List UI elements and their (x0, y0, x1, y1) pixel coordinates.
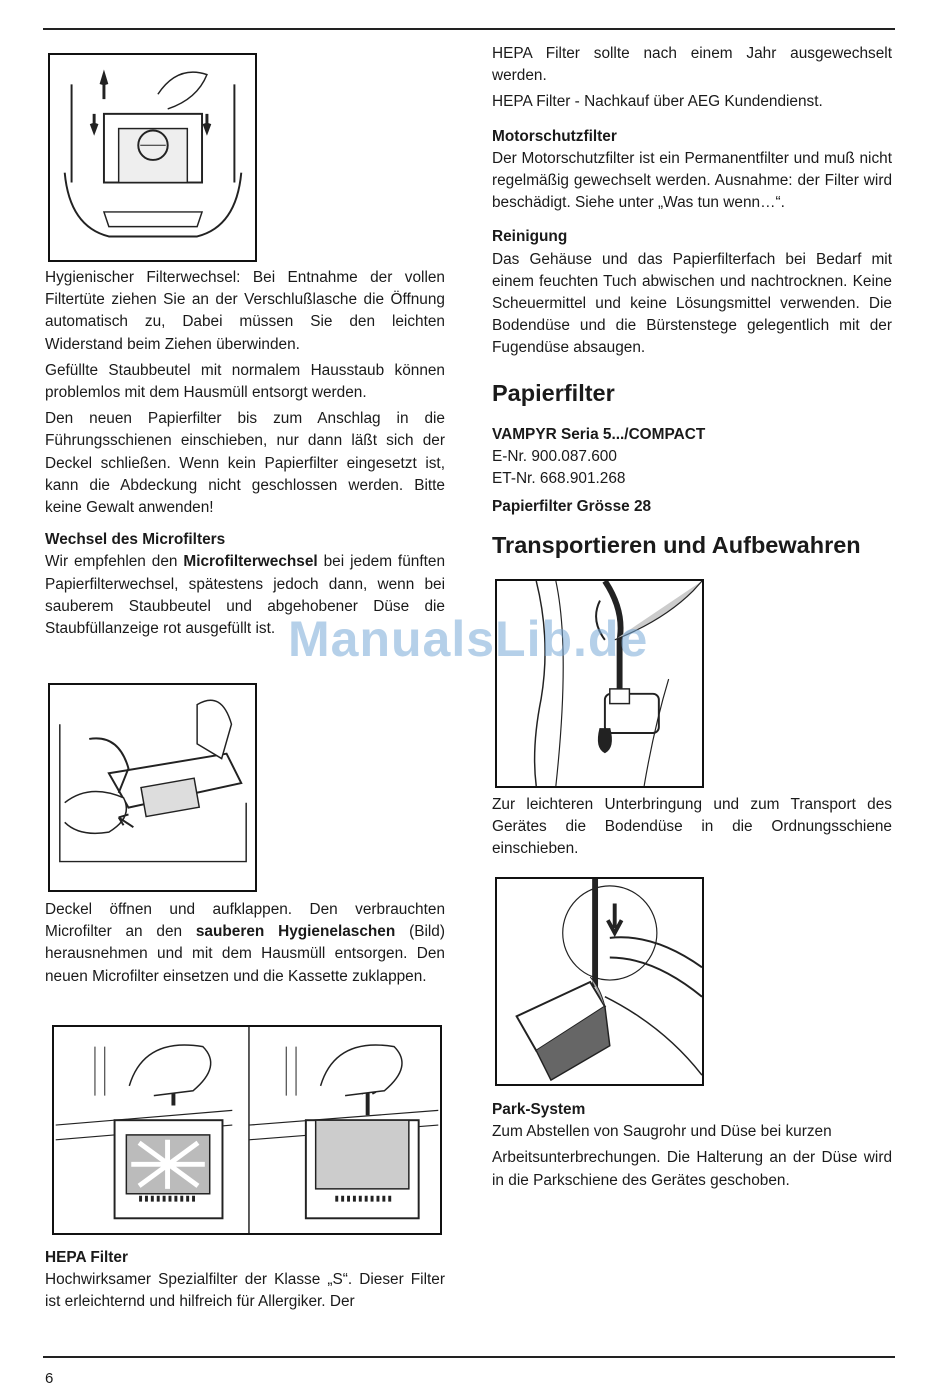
paragraph-motor-filter: Der Motorschutzfilter ist ein Permanentfilter und muß nicht regelmäßig gewechselt werden. Ausnahme: der Filter wird beschädigt. Siehe unter „Was tun wenn…“. (492, 149, 892, 212)
right-column-park (492, 1099, 892, 1196)
paragraph-hepa-description: Hochwirksamer Spezialfilter der Klasse „S“. Dieser Filter ist erleichternd und hilfreich für Allergiker. Der (45, 1271, 445, 1311)
paragraph-hepa-replacement: HEPA Filter sollte nach einem Jahr ausgewechselt werden. (492, 45, 892, 85)
paragraph-park-system-1: Zum Abstellen von Saugrohr und Düse bei kurzen (492, 1123, 832, 1141)
heading-hepa-filter: HEPA Filter (45, 1249, 128, 1266)
page-number: 6 (45, 1370, 54, 1387)
heading-microfilter-change: Wechsel des Microfilters (45, 531, 226, 549)
right-column-transport (492, 794, 892, 865)
vacuum-bag-illustration (50, 55, 255, 260)
figure-filter-bag-removal (48, 53, 257, 262)
paragraph-insert-new-filter: Den neuen Papierfilter bis zum Anschlag in die Führungsschienen einschieben, nur dann läßt sich der Deckel schließen. Wenn kein Papierfilter eingesetzt ist, kann die Abdeckung nicht geschlossen werden. Bitte keine Gewalt anwenden! (45, 410, 445, 517)
microfilter-illustration (50, 685, 255, 890)
paragraph-hepa-order: HEPA Filter - Nachkauf über AEG Kundendienst. (492, 93, 823, 111)
left-column (45, 267, 445, 644)
figure-park-system (495, 877, 704, 1086)
hepa-filter-illustration (54, 1027, 440, 1233)
figure-hepa-filter (52, 1025, 442, 1235)
watermark: ManualsLib.de (288, 611, 649, 667)
heading-transport-storage: Transportieren und Aufbewahren (492, 532, 861, 559)
heading-paper-filter: Papierfilter (492, 379, 615, 406)
top-rule (43, 28, 895, 30)
paragraph-hygienic-change: Hygienischer Filterwechsel: Bei Entnahme der vollen Filtertüte ziehen Sie an der Verschlußlasche die Öffnung automatisch zu, Dabei müssen Sie den leichten Widerstand beim Ziehen überwinden. (45, 269, 445, 353)
paragraph-transport: Zur leichteren Unterbringung und zum Transport des Gerätes die Bodendüse in die Ordnungsschiene einschieben. (492, 796, 892, 858)
paper-filter-size: Papierfilter Grösse 28 (492, 498, 652, 516)
heading-cleaning: Reinigung (492, 228, 568, 246)
bottom-rule (43, 1356, 895, 1358)
figure-microfilter-cassette (48, 683, 257, 892)
left-column-lower (45, 899, 445, 992)
left-column-hepa (45, 1247, 445, 1318)
park-system-illustration (497, 879, 702, 1084)
heading-motor-filter: Motorschutzfilter (492, 127, 617, 145)
paragraph-open-lid: Deckel öffnen und aufklappen. Den verbrauchten Microfilter an den sauberen Hygienelaschen (Bild) herausnehmen und mit dem Hausmüll entsorgen. Den neuen Microfilter einsetzen und die Kassette zuklappen. (45, 901, 445, 985)
heading-park-system: Park-System (492, 1101, 586, 1118)
e-number: E-Nr. 900.087.600 (492, 447, 617, 465)
right-column (492, 43, 892, 564)
paragraph-cleaning: Das Gehäuse und das Papierfilterfach bei Bedarf mit einem feuchten Tuch abwischen und nachtrocknen. Keine Scheuermittel und keine Lösungsmittel verwenden. Die Bodendüse und die Bürstenstege gelegentlich mit der Fugendüse absaugen. (492, 250, 892, 357)
paragraph-microfilter-recommendation: Wir empfehlen den Microfilterwechsel bei jedem fünften Papierfilterwechsel, spätestens jedoch dann, wenn bei sauberem Staubbeutel und abgehobener Düse die Staubfüllanzeige rot ausgefüllt ist. (45, 553, 445, 638)
model-name: VAMPYR Seria 5.../COMPACT (492, 425, 706, 443)
et-number: ET-Nr. 668.901.268 (492, 470, 626, 488)
paragraph-park-system-2: Arbeitsunterbrechungen. Die Halterung an der Düse wird in die Parkschiene des Gerätes geschoben. (492, 1149, 892, 1189)
paragraph-dust-bag-disposal: Gefüllte Staubbeutel mit normalem Hausstaub können problemlos mit dem Hausmüll entsorgt werden. (45, 361, 445, 402)
